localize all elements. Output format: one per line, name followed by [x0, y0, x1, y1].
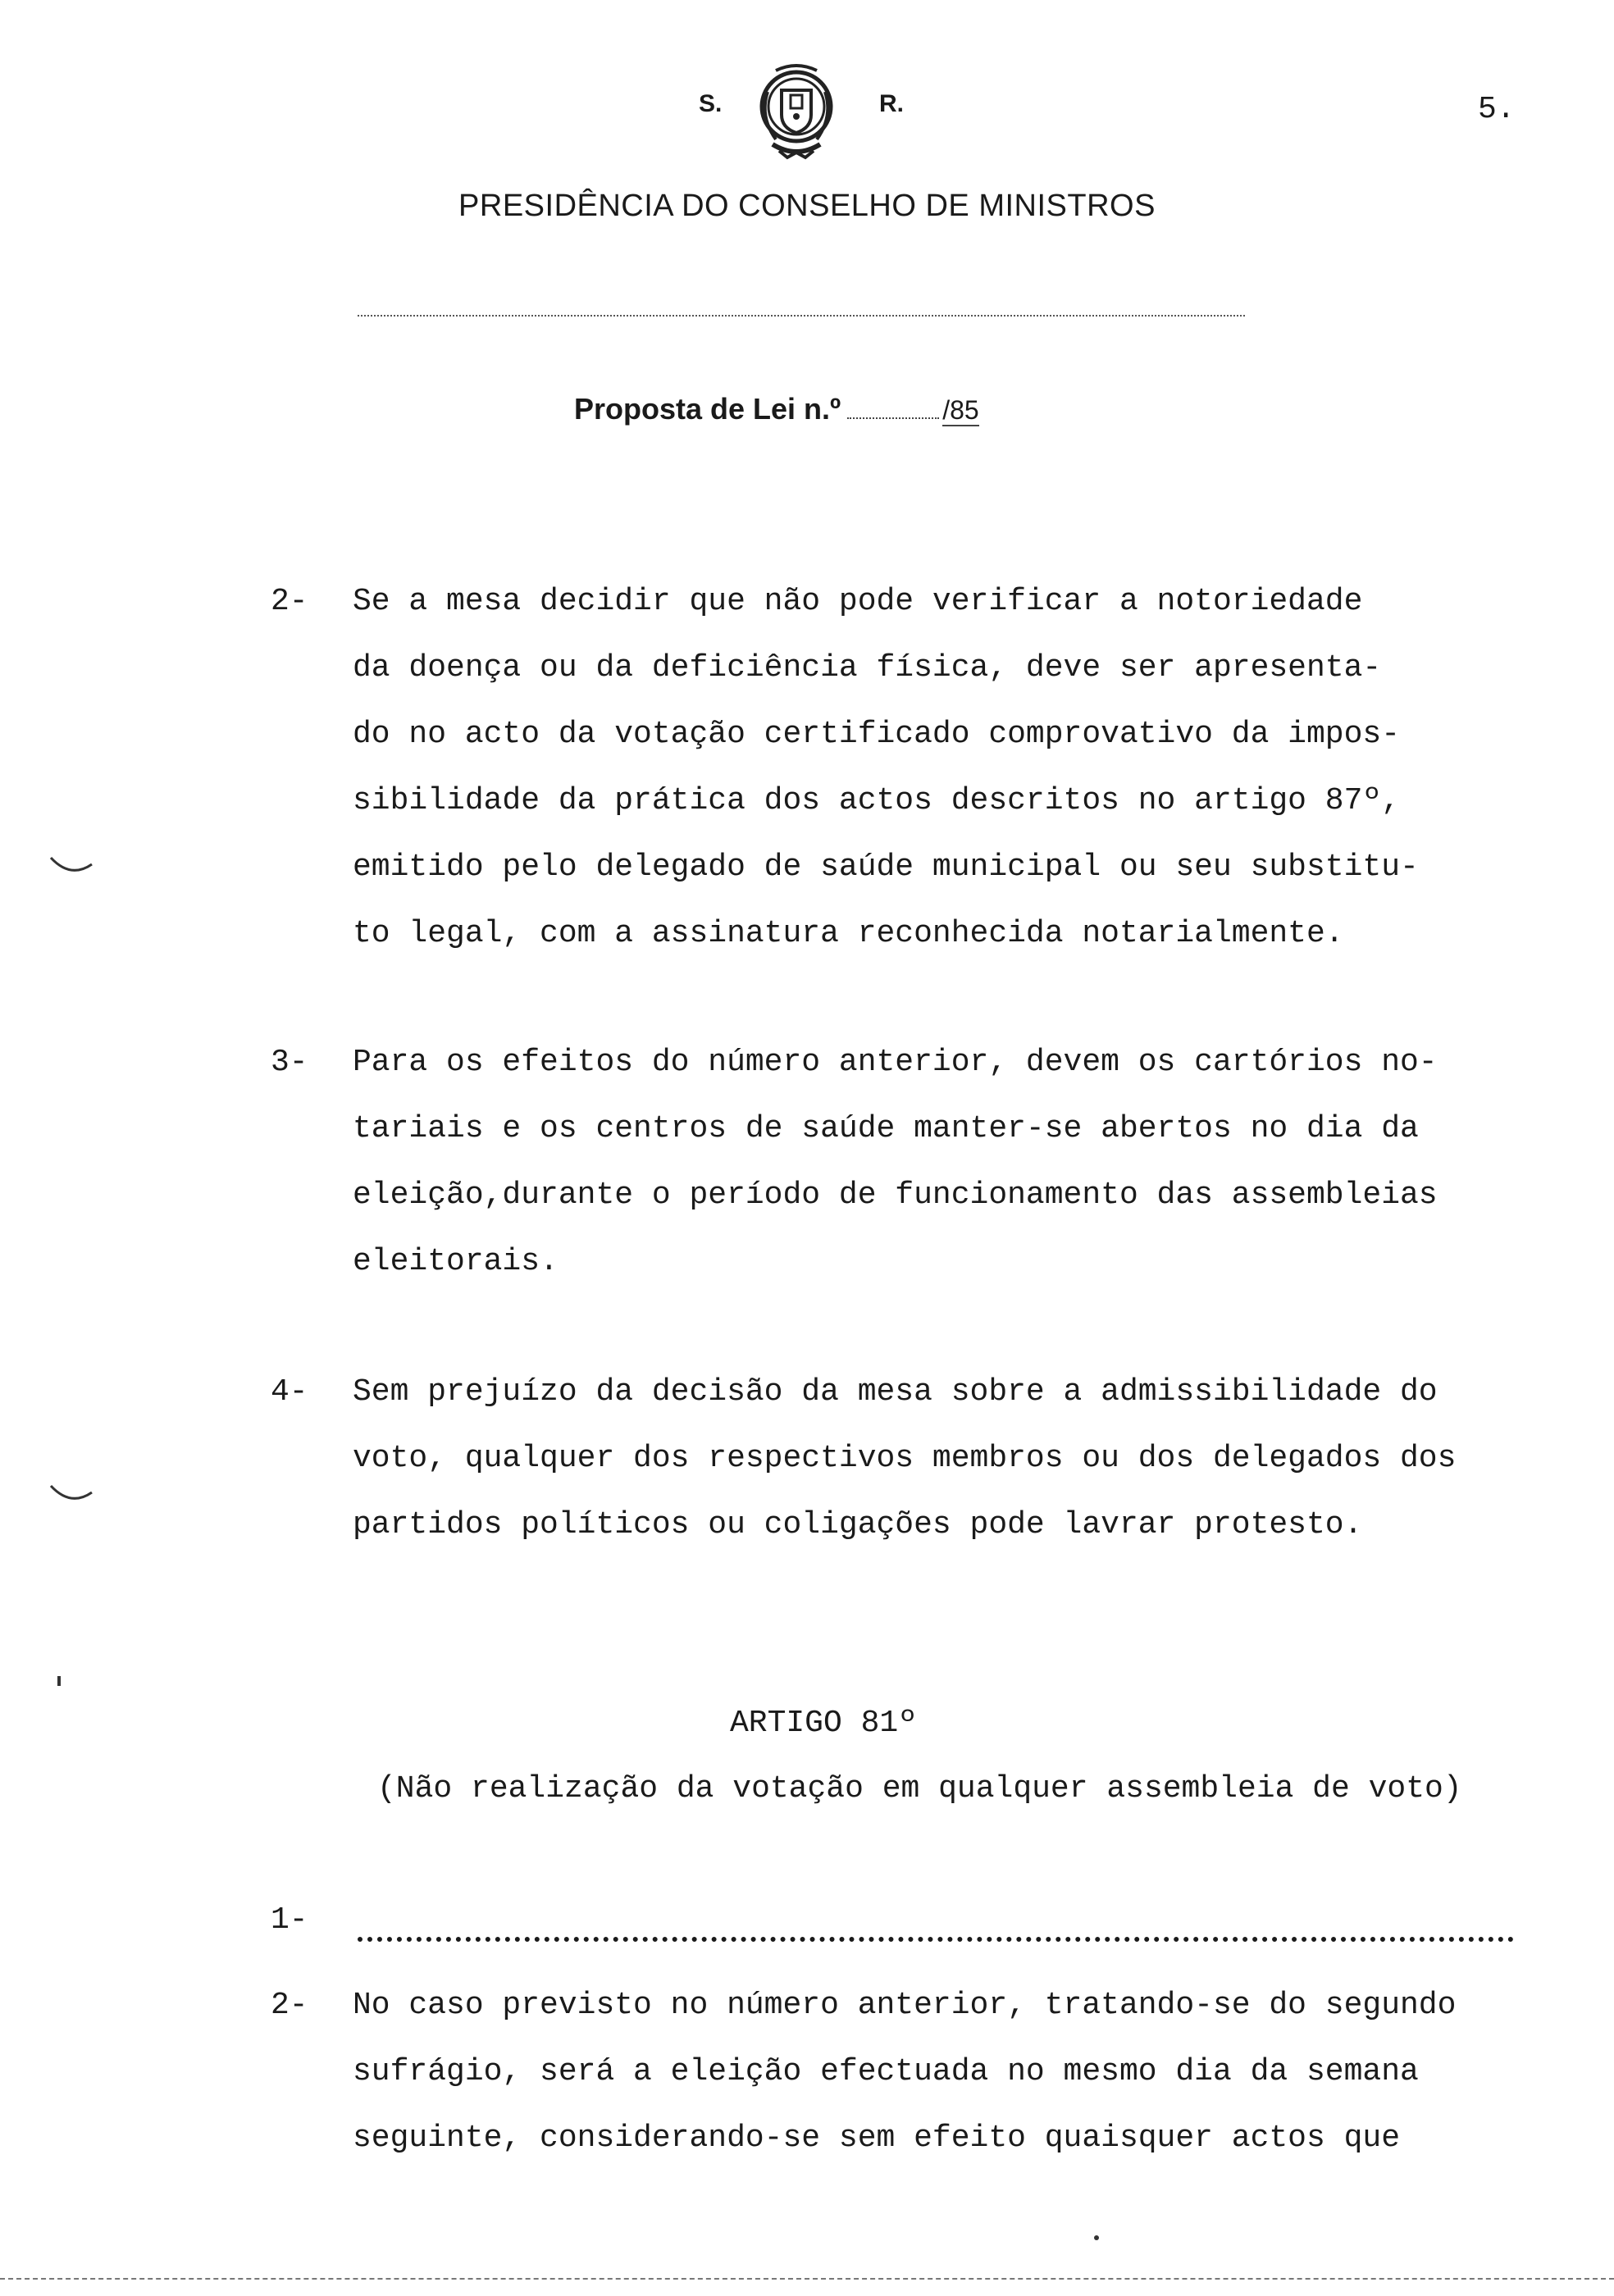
header-separator — [358, 315, 1245, 317]
scan-speck — [57, 1676, 61, 1686]
article-title-text: ARTIGO 81º — [729, 1706, 918, 1741]
paragraph-number: 3- — [271, 1045, 308, 1080]
article-item-line: sufrágio, será a eleição efectuada no mesmo dia da semana — [353, 2054, 1419, 2089]
omitted-text-dots — [358, 1929, 1514, 1942]
article-subtitle: (Não realização da votação em qualquer assembleia de voto) — [377, 1771, 1462, 1806]
paragraph-line: sibilidade da prática dos actos descritos no artigo 87º, — [353, 783, 1401, 818]
punch-hole-mark — [48, 1481, 97, 1506]
paragraph-line: partidos políticos ou coligações pode lavrar protesto. — [353, 1507, 1363, 1542]
scan-speck — [1094, 2235, 1099, 2240]
paragraph-line: Para os efeitos do número anterior, devem os cartórios no- — [353, 1045, 1438, 1080]
paragraph-line: emitido pelo delegado de saúde municipal ou seu substitu- — [353, 850, 1419, 885]
letterhead-s: S. — [699, 90, 723, 117]
paragraph-line: da doença ou da deficiência física, deve ser apresenta- — [353, 650, 1382, 686]
article-title — [0, 1706, 1614, 1741]
paragraph-line: tariais e os centros de saúde manter-se abertos no dia da — [353, 1111, 1419, 1146]
paragraph-line: to legal, com a assinatura reconhecida notarialmente. — [353, 916, 1344, 951]
paragraph-number: 4- — [271, 1374, 308, 1410]
paragraph-line: do no acto da votação certificado comprovativo da impos- — [353, 717, 1401, 752]
institution-title: PRESIDÊNCIA DO CONSELHO DE MINISTROS — [458, 189, 1156, 223]
paragraph-number: 2- — [271, 584, 308, 619]
article-item-line: No caso previsto no número anterior, tratando-se do segundo — [353, 1988, 1457, 2023]
paragraph-line: Se a mesa decidir que não pode verificar a notoriedade — [353, 584, 1363, 619]
letterhead-r: R. — [879, 90, 904, 117]
article-item-number: 2- — [271, 1988, 308, 2023]
paragraph-line: eleição,durante o período de funcionamento das assembleias — [353, 1178, 1438, 1213]
proposal-number: /85 — [942, 395, 979, 425]
coat-of-arms-icon — [743, 59, 850, 166]
paragraph-line: Sem prejuízo da decisão da mesa sobre a admissibilidade do — [353, 1374, 1438, 1410]
article-item-number: 1- — [271, 1902, 308, 1938]
proposal-line — [574, 392, 979, 426]
paragraph-line: voto, qualquer dos respectivos membros ou dos delegados dos — [353, 1441, 1457, 1476]
proposal-label: Proposta de Lei n.º — [574, 392, 841, 426]
article-item-line: seguinte, considerando-se sem efeito quaisquer actos que — [353, 2121, 1401, 2156]
paragraph-line: eleitorais. — [353, 1244, 559, 1279]
page-bottom-edge — [0, 2278, 1614, 2280]
page-number: 5. — [1478, 92, 1516, 127]
proposal-fill-dots — [847, 417, 939, 419]
punch-hole-mark — [48, 853, 97, 877]
